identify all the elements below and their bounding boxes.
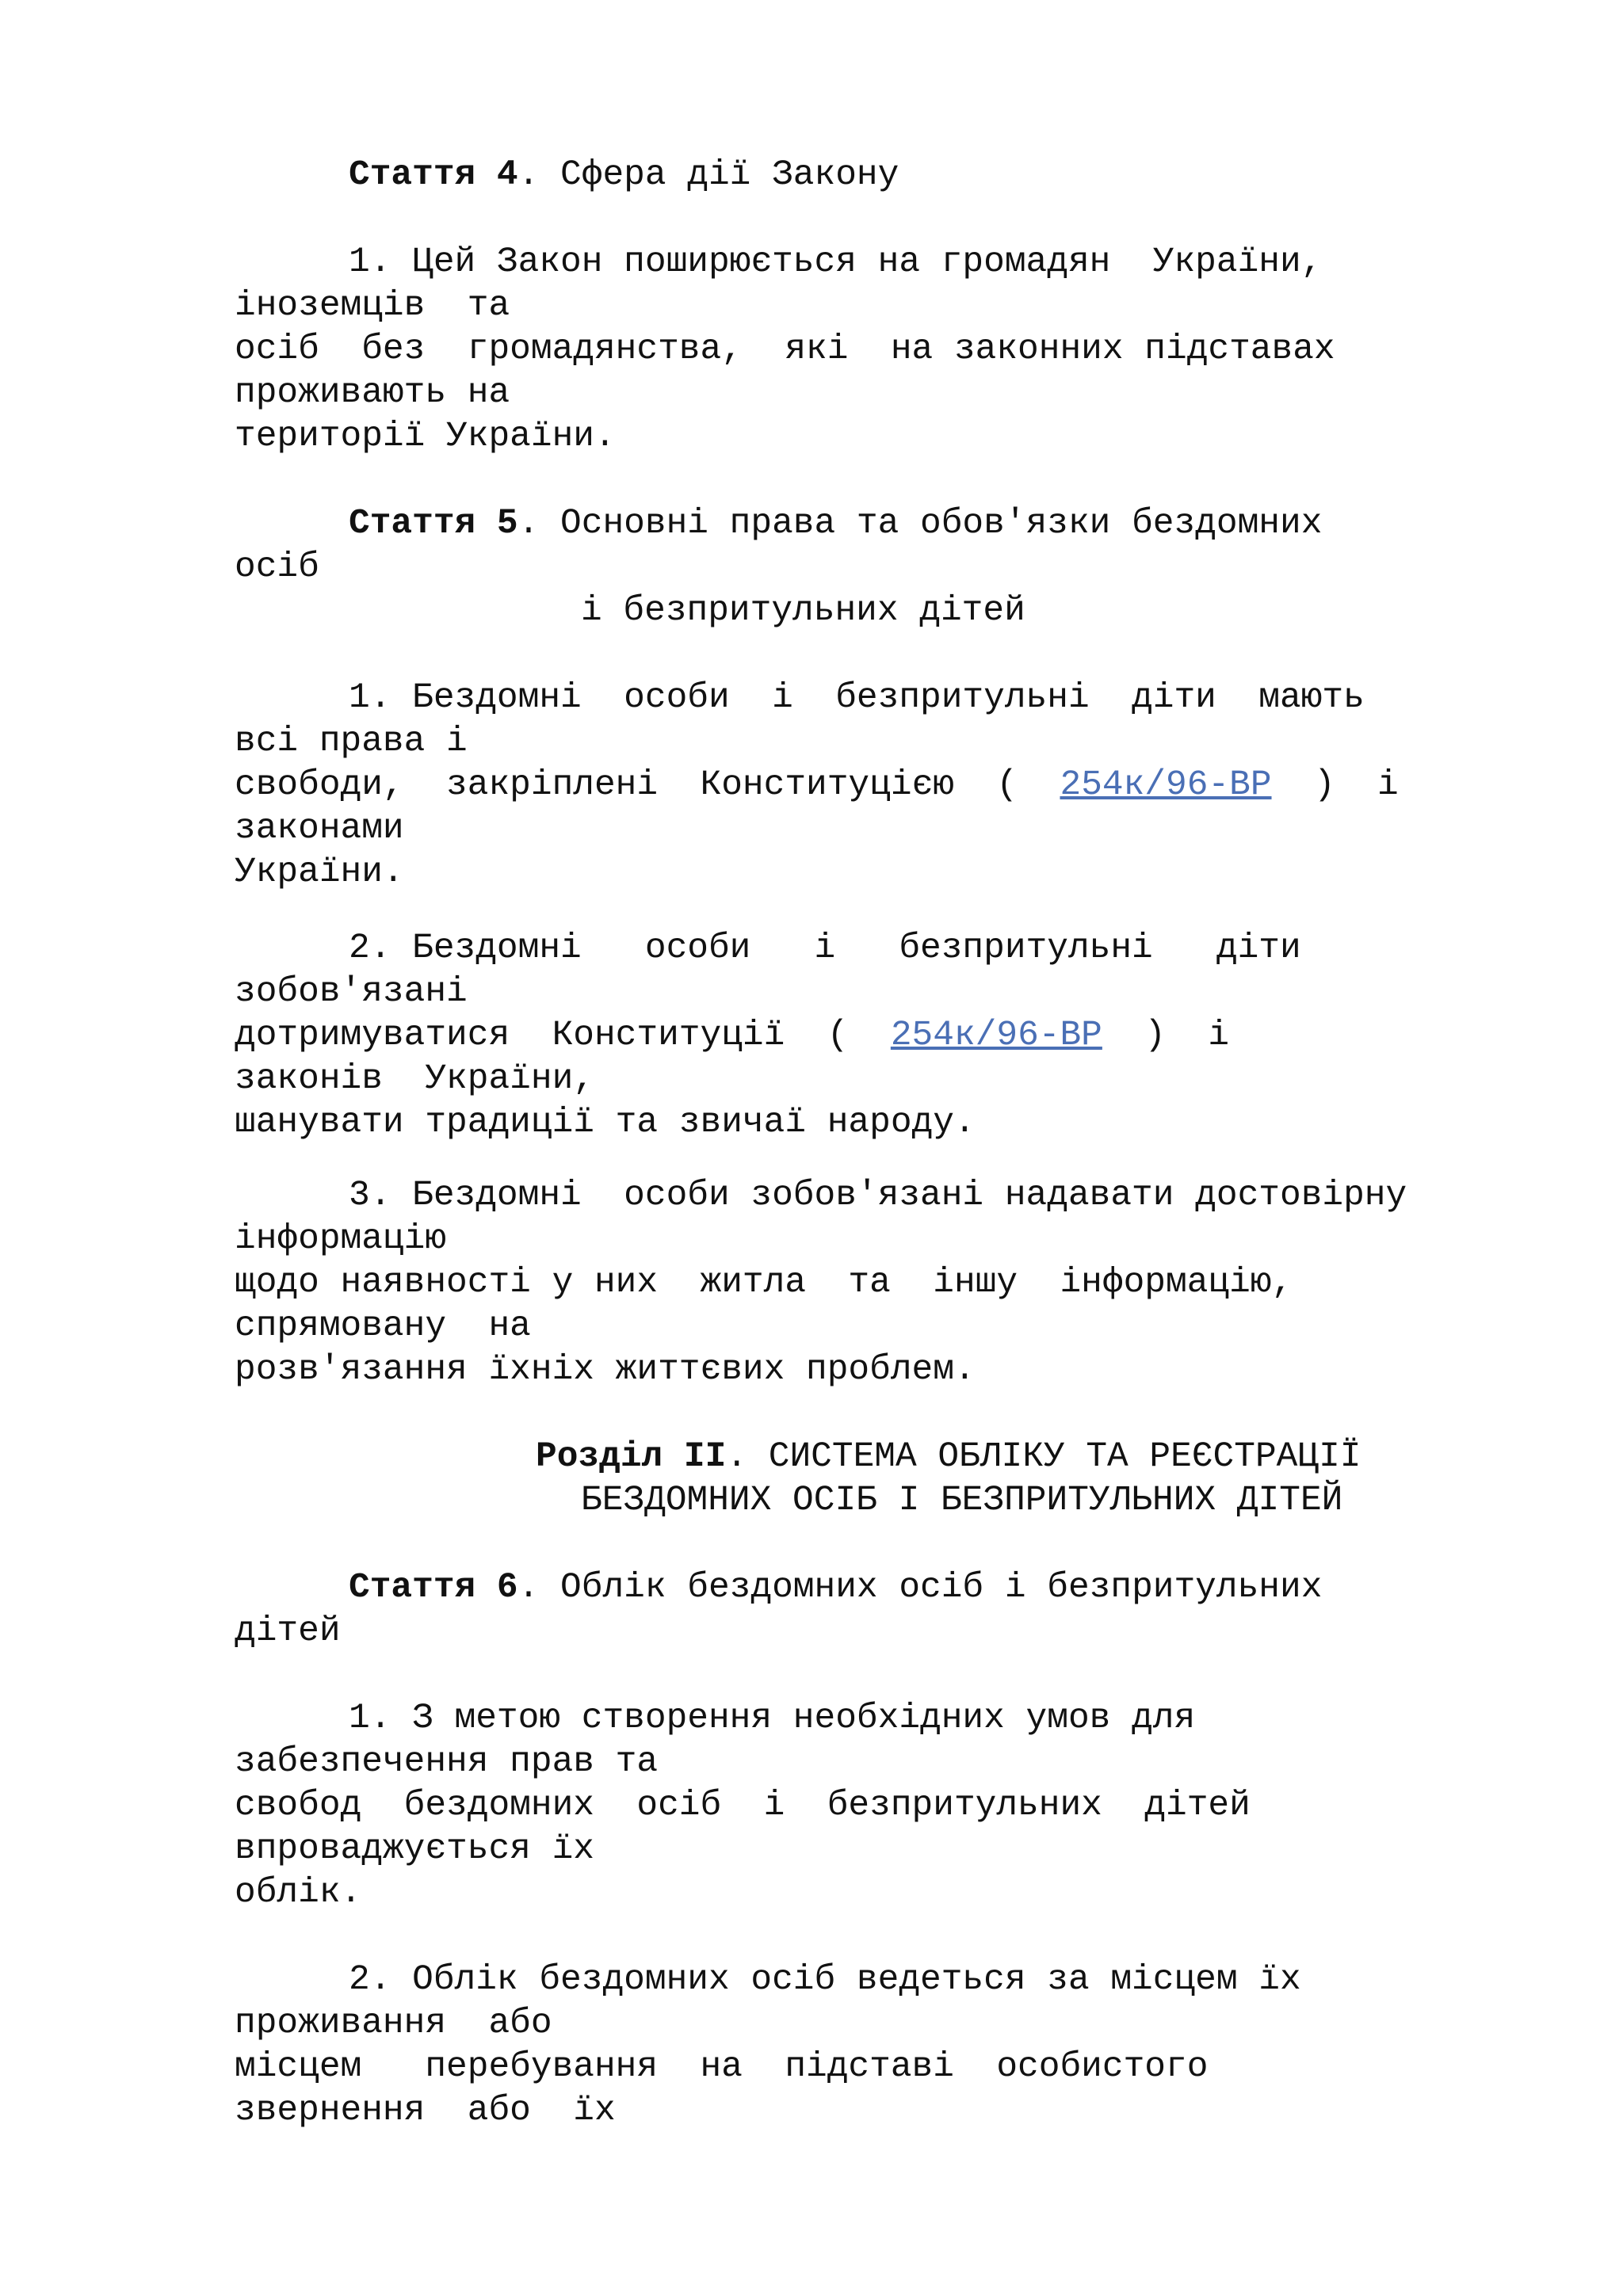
article-6-p2-line2: проживання або <box>235 2004 552 2043</box>
article-4-heading <box>349 154 899 197</box>
article-6-p1-line1: 1. З метою створення необхідних умов для <box>349 1699 1196 1738</box>
article-6-label: Стаття 6 <box>349 1568 518 1608</box>
article-5-p3-line2: інформацію <box>235 1219 447 1259</box>
article-5-p2-line2: зобов'язані <box>235 972 468 1012</box>
article-5-p2-line3-start: дотримуватися Конституції ( <box>235 1016 891 1055</box>
article-5-p2-line1: 2. Бездомні особи і безпритульні діти <box>349 929 1301 968</box>
article-5-p1-line5: України. <box>235 852 404 892</box>
article-4-p1-line4: проживають на <box>235 373 510 413</box>
constitution-link[interactable]: 254к/96-ВР <box>890 1016 1102 1055</box>
article-5-p3-line3: щодо наявності у них житла та іншу інформацію, <box>235 1263 1293 1302</box>
article-4-p1-line5: території України. <box>235 417 616 456</box>
article-5-p3-line1: 3. Бездомні особи зобов'язані надавати достовірну <box>349 1176 1407 1215</box>
article-5-p3-line4: спрямовану на <box>235 1306 531 1346</box>
section-2-heading <box>536 1436 1361 1479</box>
article-6-p2-line3: місцем перебування на підставі особистого <box>235 2047 1209 2087</box>
article-6-p1-line2: забезпечення прав та <box>235 1742 659 1782</box>
section-2-title: . СИСТЕМА ОБЛІКУ ТА РЕЄСТРАЦІЇ <box>726 1437 1361 1477</box>
article-4-title: . Сфера дії Закону <box>517 155 899 195</box>
article-6-p1-line3: свобод бездомних осіб і безпритульних дітей <box>235 1786 1251 1825</box>
article-4-p1-line1: 1. Цей Закон поширюється на громадян України, <box>349 242 1323 282</box>
article-4-p1-line2: іноземців та <box>235 286 510 326</box>
article-5-p2-line3-end: ) і <box>1102 1016 1230 1055</box>
article-5-p2-line5: шанувати традиції та звичаї народу. <box>235 1103 976 1142</box>
article-5-label: Стаття 5 <box>349 504 518 543</box>
article-5-p2-line4: законів України, <box>235 1059 594 1099</box>
article-6-title: . Облік бездомних осіб і безпритульних <box>517 1568 1323 1608</box>
article-5-p1-line3 <box>235 764 1399 807</box>
article-5-p1-line1: 1. Бездомні особи і безпритульні діти мають <box>349 678 1365 718</box>
article-6-title-line2: дітей <box>235 1611 341 1651</box>
article-5-p1-line4: законами <box>235 809 404 849</box>
article-5-p1-line2: всі права і <box>235 722 468 761</box>
section-2-title-line2: БЕЗДОМНИХ ОСІБ І БЕЗПРИТУЛЬНИХ ДІТЕЙ <box>581 1481 1343 1520</box>
article-4-p1-line3: осіб без громадянства, які на законних підставах <box>235 330 1335 369</box>
article-4-label: Стаття 4 <box>349 155 518 195</box>
article-6-p2-line4: звернення або їх <box>235 2091 616 2130</box>
article-5-p1-line3-start: свободи, закріплені Конституцією ( <box>235 765 1060 805</box>
article-6-heading <box>349 1566 1322 1610</box>
constitution-link[interactable]: 254к/96-ВР <box>1060 765 1272 805</box>
article-5-heading <box>349 502 1322 546</box>
section-2-label: Розділ II <box>536 1437 727 1477</box>
article-5-p3-line5: розв'язання їхніх життєвих проблем. <box>235 1350 976 1390</box>
article-6-p2-line1: 2. Облік бездомних осіб ведеться за місцем їх <box>349 1960 1301 2000</box>
article-6-p1-line5: облік. <box>235 1873 362 1913</box>
article-6-p1-line4: впроваджується їх <box>235 1829 594 1869</box>
article-5-title-line2: осіб <box>235 547 319 587</box>
article-5-title: . Основні права та обов'язки бездомних <box>517 504 1323 543</box>
article-5-p2-line3 <box>235 1014 1229 1058</box>
article-5-title-line3: і безпритульних дітей <box>581 591 1025 631</box>
article-5-p1-line3-end: ) і <box>1271 765 1399 805</box>
